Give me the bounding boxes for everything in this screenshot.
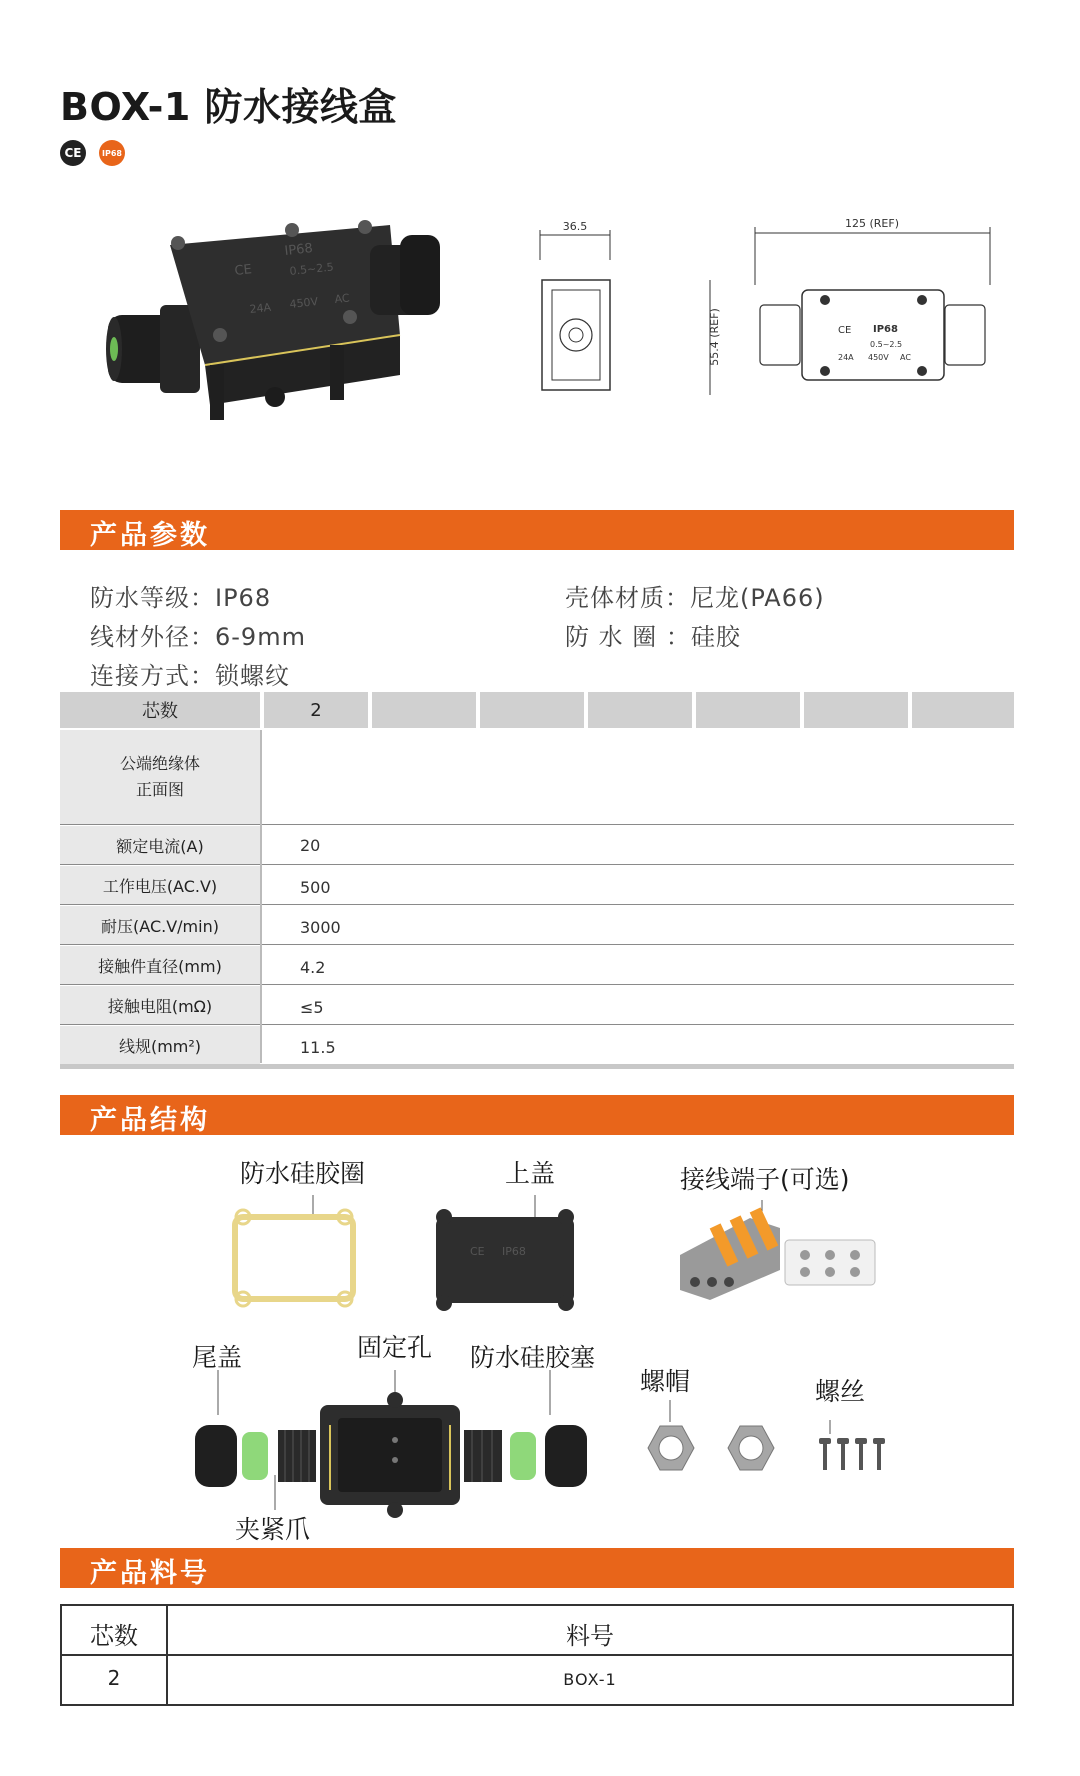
product-mark-ip: IP68 — [283, 241, 314, 259]
drawing-mark-amp: 24A — [838, 353, 854, 362]
part-label-nut: 螺帽 — [640, 1367, 691, 1396]
product-mark-ac: AC — [333, 291, 351, 306]
front-height-label: 55.4 (REF) — [708, 308, 721, 366]
cover-mark-ip: IP68 — [502, 1245, 526, 1258]
param-label: 线规(mm²) — [60, 1026, 260, 1064]
drawing-mark-volt: 450V — [868, 353, 889, 362]
order-table — [60, 1604, 1014, 1706]
spec-housing: 壳体材质：尼龙(PA66) — [565, 584, 825, 612]
param-header-value: 2 — [264, 692, 368, 728]
terminal-image — [680, 1200, 880, 1305]
section-bar-structure — [60, 1095, 1014, 1135]
front-view-drawing — [690, 215, 1020, 415]
param-value: 20 — [300, 836, 321, 855]
part-label-fix-hole: 固定孔 — [357, 1333, 433, 1362]
drawing-mark-ac: AC — [900, 353, 911, 362]
part-label-seal-plug: 防水硅胶塞 — [470, 1343, 596, 1372]
spec-connection: 连接方式：锁螺纹 — [90, 662, 290, 690]
param-header-empty — [804, 692, 908, 728]
spec-seal: 防 水 圈 ：硅胶 — [565, 623, 741, 651]
param-value: ≤5 — [300, 998, 324, 1017]
seal-ring-image — [225, 1195, 365, 1310]
front-length-label: 125 (REF) — [845, 217, 899, 230]
part-label-terminal: 接线端子(可选) — [680, 1165, 850, 1194]
side-width-label: 36.5 — [562, 220, 588, 233]
part-label-top-cover: 上盖 — [505, 1159, 556, 1188]
param-header-empty — [588, 692, 692, 728]
exploded-assembly-image — [190, 1370, 610, 1520]
param-label: 额定电流(A) — [60, 826, 260, 864]
section-bar-order — [60, 1548, 1014, 1588]
part-label-seal-ring: 防水硅胶圈 — [240, 1159, 366, 1188]
param-header-empty — [912, 692, 1014, 728]
product-mark-wire: 0.5~2.5 — [288, 260, 335, 278]
page-title: BOX-1 防水接线盒 — [60, 85, 398, 129]
product-mark-ce: CE — [233, 262, 253, 279]
drawing-mark-ce: CE — [838, 325, 852, 336]
ce-badge: CE — [60, 140, 86, 166]
section-title-structure: 产品结构 — [90, 1105, 210, 1136]
param-label: 工作电压(AC.V) — [60, 866, 260, 904]
table-row — [60, 866, 1014, 905]
order-header-part-no: 料号 — [566, 1622, 614, 1650]
order-value-part-no: BOX-1 — [563, 1670, 617, 1689]
param-label: 接触件直径(mm) — [60, 946, 260, 984]
param-label: 接触电阻(mΩ) — [60, 986, 260, 1024]
param-header-label: 芯数 — [60, 692, 260, 728]
spec-cable-od: 线材外径：6-9mm — [90, 623, 306, 651]
param-header-empty — [696, 692, 800, 728]
screw-image — [815, 1420, 890, 1490]
section-bar-params — [60, 510, 1014, 550]
part-label-screw: 螺丝 — [815, 1377, 866, 1406]
product-photo — [100, 205, 470, 430]
param-value: 11.5 — [300, 1038, 336, 1057]
param-value: 3000 — [300, 918, 341, 937]
table-row — [60, 906, 1014, 945]
table-row — [60, 986, 1014, 1025]
param-header-empty — [480, 692, 584, 728]
table-row — [60, 946, 1014, 985]
drawing-mark-ip: IP68 — [873, 324, 898, 335]
section-title-order: 产品料号 — [90, 1558, 210, 1589]
product-mark-amp: 24A — [248, 300, 272, 316]
order-value-cores: 2 — [107, 1666, 121, 1690]
side-view-drawing — [530, 220, 630, 400]
table-row — [60, 826, 1014, 865]
part-label-clamp: 夹紧爪 — [235, 1515, 311, 1544]
part-label-tail-cap: 尾盖 — [192, 1343, 243, 1372]
param-row-front-view — [60, 730, 1014, 825]
nut-image — [640, 1400, 780, 1490]
top-cover-image — [430, 1195, 580, 1315]
order-header-cores: 芯数 — [90, 1622, 138, 1650]
ip68-badge: IP68 — [99, 140, 125, 166]
param-value: 4.2 — [300, 958, 326, 977]
table-row — [60, 1026, 1014, 1069]
section-title-params: 产品参数 — [90, 520, 210, 551]
param-value: 500 — [300, 878, 331, 897]
param-label: 耐压(AC.V/min) — [60, 906, 260, 944]
product-mark-volt: 450V — [288, 295, 319, 311]
cover-mark-ce: CE — [470, 1245, 485, 1258]
drawing-mark-wire: 0.5~2.5 — [870, 340, 903, 349]
param-header-empty — [372, 692, 476, 728]
spec-waterproof: 防水等级：IP68 — [90, 584, 272, 612]
param-label-front-view: 公端绝缘体 正面图 — [60, 730, 260, 824]
